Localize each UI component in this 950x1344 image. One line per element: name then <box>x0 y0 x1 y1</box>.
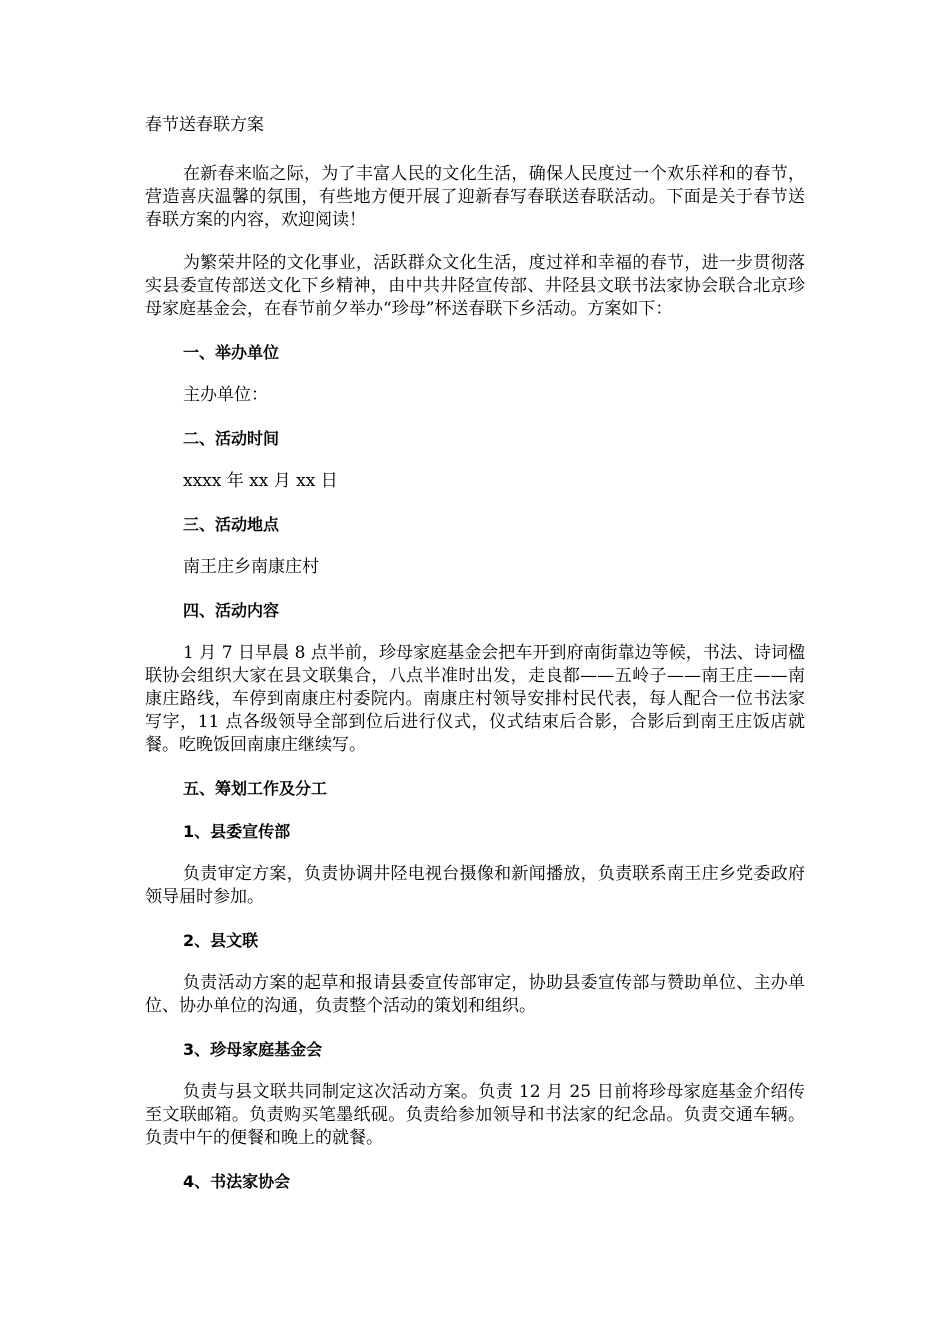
document-title: 春节送春联方案 <box>145 115 264 135</box>
section-text-foundation: 负责与县文联共同制定这次活动方案。负责 12 月 25 日前将珍母家庭基金介绍传至文联邮箱。负责购买笔墨纸砚。负责给参加领导和书法家的纪念品。负责交通车辆。负责中午的便餐和晚上的就餐。 <box>145 1082 805 1148</box>
section-text-location: 南王庄乡南康庄村 <box>183 557 319 577</box>
section-heading-organizer: 一、举办单位 <box>183 343 280 362</box>
background-paragraph: 为繁荣井陉的文化事业，活跃群众文化生活，度过祥和幸福的春节，进一步贯彻落实县委宣传部送文化下乡精神，由中共井陉宣传部、井陉县文联书法家协会联合北京珍母家庭基金会，在春节前夕举办“珍母”杯送春联下乡活动。方案如下： <box>145 253 805 319</box>
section-text-time: xxxx 年 xx 月 xx 日 <box>183 471 338 491</box>
section-text-arts-federation: 负责活动方案的起草和报请县委宣传部审定，协助县委宣传部与赞助单位、主办单位、协办单位的沟通，负责整个活动的策划和组织。 <box>145 973 805 1016</box>
section-heading-content: 四、活动内容 <box>183 601 280 620</box>
section-heading-location: 三、活动地点 <box>183 515 280 534</box>
section-text-organizer: 主办单位： <box>183 385 268 405</box>
section-heading-planning: 五、筹划工作及分工 <box>183 779 328 798</box>
section-text-propaganda-dept: 负责审定方案，负责协调井陉电视台摄像和新闻播放，负责联系南王庄乡党委政府领导届时参加。 <box>145 864 805 907</box>
section-text-content: 1 月 7 日早晨 8 点半前，珍母家庭基金会把车开到府南街靠边等候，书法、诗词楹联协会组织大家在县文联集合，八点半准时出发，走良都——五岭子——南王庄——南康庄路线，车停到南康庄村委院内。南康庄村领导安排村民代表，每人配合一位书法家写字，11 点各级领导全部到位后进行仪式，仪式结束后合影，合影后到南王庄饭店就餐。吃晚饭回南康庄继续写。 <box>145 643 805 755</box>
section-heading-foundation: 3、珍母家庭基金会 <box>183 1040 323 1059</box>
section-heading-time: 二、活动时间 <box>183 429 280 448</box>
section-heading-calligraphy-assoc: 4、书法家协会 <box>183 1172 291 1191</box>
section-heading-arts-federation: 2、县文联 <box>183 931 259 950</box>
document-page <box>145 114 805 1213</box>
intro-paragraph: 在新春来临之际，为了丰富人民的文化生活，确保人民度过一个欢乐祥和的春节，营造喜庆温馨的氛围，有些地方便开展了迎新春写春联送春联活动。下面是关于春节送春联方案的内容，欢迎阅读！ <box>145 164 805 230</box>
section-heading-propaganda-dept: 1、县委宣传部 <box>183 822 291 841</box>
